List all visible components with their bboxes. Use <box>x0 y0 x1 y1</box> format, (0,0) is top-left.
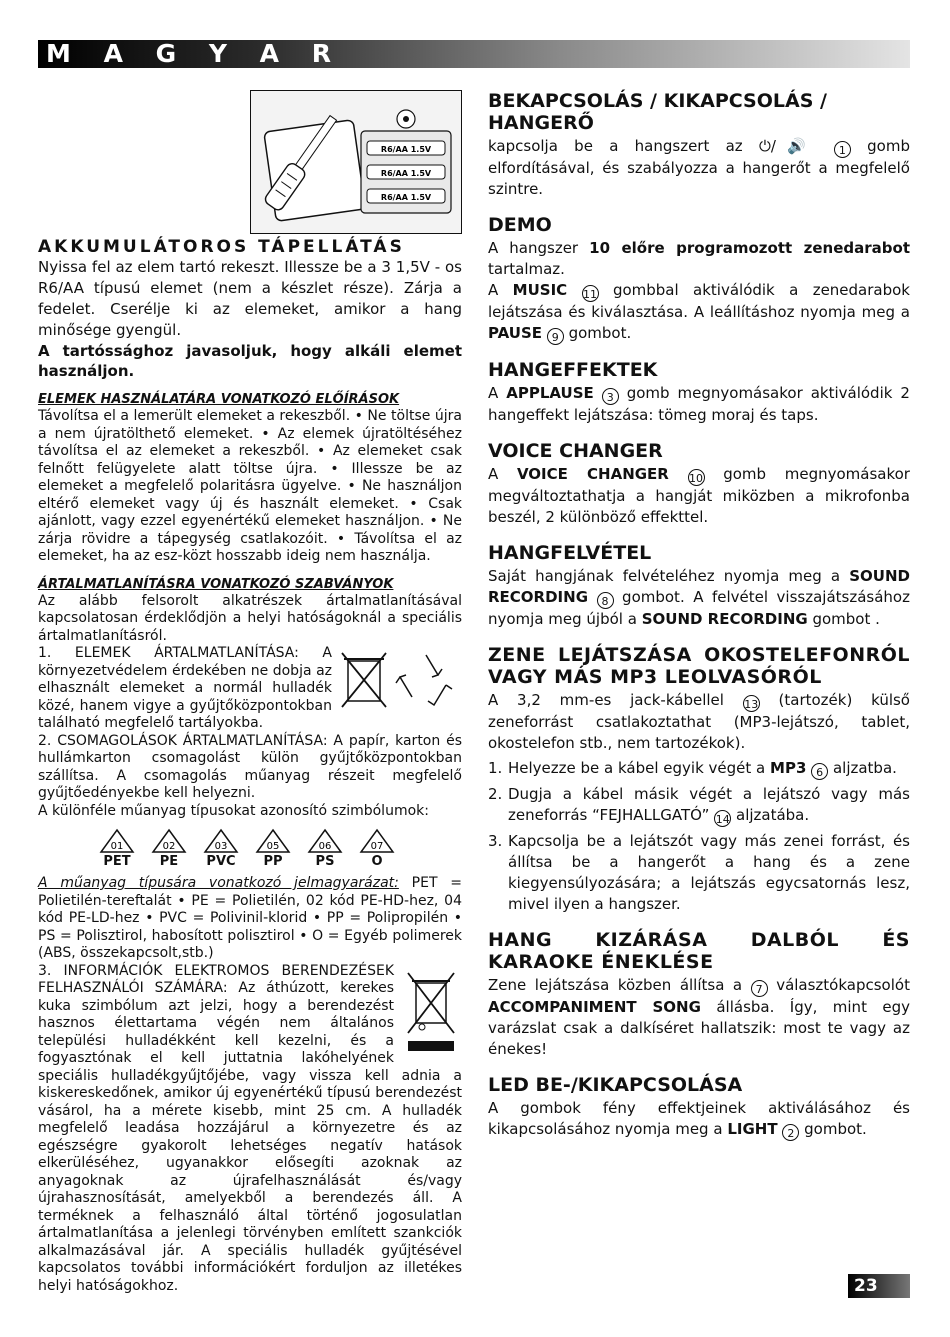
battery-label-1: R6/AA 1.5V <box>380 145 432 154</box>
packaging-disposal: 2. CSOMAGOLÁSOK ÁRTALMATLANÍTÁSA: A papír, karton és hullámkarton csomagolást külön gyűjtőközpontokban szállítsa. A csomagolás műanyag részeit megfelelő gyűjtőedényekbe kell helyezni. <box>38 732 462 801</box>
page-number: 23 <box>854 1276 878 1296</box>
list-item <box>488 758 910 780</box>
recording-section-title: HANGFELVÉTEL <box>488 542 652 564</box>
crossed-bin-icon <box>342 653 386 707</box>
battery-section-title: AKKUMULÁTOROS TÁPELLÁTÁS <box>38 237 405 257</box>
plastic-code: 03 <box>214 841 228 852</box>
led-text-a: A gombok fény effektjeinek aktiválásához és kikapcsolásához nyomja meg a <box>488 1099 910 1138</box>
battery-label-2: R6/AA 1.5V <box>380 169 432 178</box>
recycle-icon <box>396 655 452 705</box>
banner-title: M A G Y A R <box>46 39 343 68</box>
disposal-symbols <box>338 647 462 719</box>
plastic-symbol-row <box>98 828 462 869</box>
karaoke-text-a: Zene lejátszása közben állítsa a <box>488 976 743 994</box>
button-number: 11 <box>582 285 599 302</box>
plastic-symbol <box>254 828 292 869</box>
plastic-symbol <box>358 828 396 869</box>
demo-bold: 10 előre programozott zenedarabot <box>589 239 910 257</box>
button-number: 13 <box>743 695 760 712</box>
step-number: 2. <box>488 785 503 803</box>
plastic-name: PVC <box>206 854 236 869</box>
plastic-name: PE <box>159 854 179 869</box>
disposal-intro: Az alább felsorolt alkatrészek ártalmatlanításával kapcsolatosan érdeklődjön a helyi hatóságoknál a speciális ártalmatlanításról. <box>38 592 462 644</box>
weee-symbol <box>400 969 462 1059</box>
effects-text <box>488 383 910 426</box>
rec-text-a: Saját hangjának felvételéhez nyomja meg a <box>488 567 841 585</box>
mp3-text-b: (tartozék) külső zeneforrást csatlakoztathat (MP3-lejátszó, tablet, okostelefon stb., nem tartozékok). <box>488 691 910 752</box>
plastic-code: 07 <box>370 841 384 852</box>
voice-section-title: VOICE CHANGER <box>488 440 663 462</box>
plastic-name: O <box>371 854 383 869</box>
weee-information: 3. INFORMÁCIÓK ELEKTROMOS BERENDEZÉSEK FELHASZNÁLÓI SZÁMÁRA: Az áthúzott, kerekes kuka szimbólum azt jelzi, hogy a berendezést hasznos élettartama végén nem általános települési hulladékként kell kezelni, és a fogyasztónak el kell juttatnia lakóhelyének speciális hulladékgyűjtőjébe, vagy vissza kell adnia a kiskereskedőnek, amikor új egyenértékű típusú berendezést vásárol, ha a mérete kisebb, mint 25 cm. A hulladék megfelelő leadása hozzájárul a környezetre és az egészségre gyakorolt lehetséges negatív hatások elkerüléséhez, ugyanakkor elősegíti azoknak az anyagoknak az újrafelhasználását és/vagy újrahasznosítását, amelyekből a berendezés áll. A terméknek a felhasználó által történő jogosulatlan ártalmatlanítása a jelenlegi törvényben említett szankciók alkalmazásával jár. A speciális hulladék gyűjtésével kapcsolatos további információkért forduljon az illetékes helyi hatóságokhoz. <box>38 962 462 1294</box>
effects-text-a: A <box>488 384 499 402</box>
button-number: 10 <box>688 469 705 486</box>
demo-text-c: A <box>488 281 499 299</box>
battery-instructions: Nyissa fel az elem tartó rekeszt. Illessze be a 3 1,5V - os R6/AA típusú elemet (nem a készlet része). Zárja a fedelet. Cserélje ki az elemeket, amikor a hang minősége gyengül. <box>38 258 462 339</box>
led-text <box>488 1098 910 1141</box>
led-text-b: gombot. <box>804 1120 867 1138</box>
button-number: 2 <box>782 1124 799 1141</box>
voice-changer-label: VOICE CHANGER <box>516 465 669 483</box>
mp3-steps <box>488 758 910 915</box>
voice-text-b: gomb megnyomásakor megváltoztathatja a hangját miközben a mikrofonba beszél, 2 különböző effekttel. <box>488 465 910 526</box>
battery-disposal: 1. ELEMEK ÁRTALMATLANÍTÁSA: A környezetvédelem érdekében ne dobja az elhasznált elemeket a normál hulladék közé, hanem vigye a gyűjtőközpontokban található megfelelő tartályokba. <box>38 645 332 731</box>
button-number: 9 <box>547 328 564 345</box>
demo-text-a: A hangszer <box>488 239 579 257</box>
step2-text-a: Dugja a kábel másik végét a lejátszó vagy más zeneforrás “FEJHALLGATÓ” <box>508 785 910 824</box>
list-item <box>488 831 910 915</box>
voice-text <box>488 464 910 528</box>
sound-recording-label-2: SOUND RECORDING <box>641 610 808 628</box>
pause-label: PAUSE <box>488 324 542 342</box>
mp3-section-title: ZENE LEJÁTSZÁSA OKOSTELEFONRÓL VAGY MÁS MP3 LEOLVASÓRÓL <box>488 644 910 688</box>
page-number-badge <box>848 1274 910 1298</box>
demo-text-b: tartalmaz. <box>488 260 565 278</box>
plastic-legend <box>38 875 462 963</box>
step-text <box>508 758 910 780</box>
plastic-symbol <box>98 828 136 869</box>
battery-rules-title: ELEMEK HASZNÁLATÁRA VONATKOZÓ ELŐÍRÁSOK <box>38 392 400 407</box>
disposal-title: ÁRTALMATLANÍTÁSRA VONATKOZÓ SZABVÁNYOK <box>38 576 394 592</box>
demo-music-text <box>488 280 910 345</box>
language-banner <box>38 40 910 68</box>
power-text <box>488 136 910 200</box>
plastic-code: 02 <box>162 841 176 852</box>
accompaniment-label: ACCOMPANIMENT SONG <box>488 998 701 1016</box>
effects-text-b: gomb megnyomásakor aktiválódik 2 hangeffekt lejátszása: tömeg moraj és taps. <box>488 384 910 424</box>
plastic-name: PS <box>315 854 335 869</box>
button-number: 8 <box>597 592 614 609</box>
plastic-code: 01 <box>110 841 124 852</box>
rec-text-c: gombot . <box>812 610 880 628</box>
step2-text-b: aljzatába. <box>736 806 810 824</box>
music-label: MUSIC <box>512 281 568 299</box>
karaoke-text-c: állásba. Így, mint egy varázslat csak a dalkíséret hallatszik: most te vagy az énekes! <box>488 998 910 1058</box>
applause-label: APPLAUSE <box>506 384 594 402</box>
plastic-name: PP <box>263 854 283 869</box>
led-section-title: LED BE-/KIKAPCSOLÁSA <box>488 1074 743 1096</box>
plastic-symbols-intro: A különféle műanyag típusokat azonosító szimbólumok: <box>38 802 429 819</box>
recording-text <box>488 566 910 630</box>
demo-text-e: gombot. <box>568 324 632 342</box>
step-text <box>508 784 910 827</box>
effects-section-title: HANGEFFEKTEK <box>488 359 658 381</box>
voice-text-a: A <box>488 465 499 483</box>
karaoke-text <box>488 975 910 1060</box>
plastic-symbol <box>306 828 344 869</box>
power-text-a: kapcsolja be a hangszert az <box>488 137 743 155</box>
demo-section-title: DEMO <box>488 214 552 236</box>
demo-text <box>488 238 910 280</box>
power-section-title: BEKAPCSOLÁS / KIKAPCSOLÁS / HANGERŐ <box>488 90 827 134</box>
button-number: 6 <box>811 763 828 780</box>
plastic-legend-lead: A műanyag típusára vonatkozó jelmagyarázat: <box>38 875 399 891</box>
battery-rules-text: Távolítsa el a lemerült elemeket a rekeszből. • Ne töltse újra a nem újratölthető elemeket. • Az elemek újratöltéséhez távolítsa el az elemeket a rekeszből. • Az elemeket csak felnőtt felügyelete alatt töltse újra. • Illessze be az elemeket a megfelelő polaritásra ügyelve. • Ne használjon eltérő elemeket vagy új és használt elemeket. • Csak ajánlott, vagy ezzel egyenértékű elemeket használjon. • Ne zárja rövidre a tápegység csatlakozóit. • Távolítsa el az elemeket, ha az esz-közt hosszabb ideig nem használja. <box>38 408 462 564</box>
mp3-jack-label: MP3 <box>770 759 807 777</box>
battery-alkaline-tip: A tartóssághoz javasoljuk, hogy alkáli elemet használjon. <box>38 342 462 380</box>
crossed-wheelie-bin-icon <box>408 973 454 1033</box>
mp3-intro <box>488 690 910 754</box>
plastic-symbol <box>150 828 188 869</box>
left-column <box>38 90 462 1295</box>
step-text: Kapcsolja be a lejátszót vagy más zenei forrást, és állítsa be a hangerőt a hang és a zene kiegyensúlyozására; a lejátszás egycsatornás lesz, mivel ilyen a hangszer. <box>508 832 910 913</box>
plastic-code: 06 <box>318 841 332 852</box>
plastic-code: 05 <box>266 841 280 852</box>
demo-text-d: gombbal aktiválódik a zenedarabok lejátszása és kiválasztása. A leállításhoz nyomja meg a <box>488 281 910 321</box>
karaoke-text-b: választókapcsolót <box>776 976 910 994</box>
rec-text-b: gombot. A felvétel visszajátszásához nyomja meg újból a <box>488 588 910 628</box>
karaoke-section-title: HANG KIZÁRÁSA DALBÓL ÉS KARAOKE ÉNEKLÉSE <box>488 929 910 973</box>
plastic-name: PET <box>103 854 131 869</box>
step1-text-b: aljzatba. <box>832 759 897 777</box>
plastic-legend-text: PET = Polietilén-tereftalát • PE = Polietilén, 02 kód PE-HD-hez, 04 kód PE-LD-hez • PVC = Polivinil-klorid • PP = Polipropilén • PS = Polisztirol, habosított polisztirol • O = Egyéb polimerek (ABS, összekapcsolt,stb.) <box>38 875 462 961</box>
battery-label-3: R6/AA 1.5V <box>380 193 432 202</box>
power-volume-icon: ⏻/🔊 <box>758 137 818 155</box>
list-item <box>488 784 910 827</box>
step-number: 3. <box>488 832 503 850</box>
right-column <box>488 90 910 1141</box>
button-number: 3 <box>602 388 619 405</box>
sound-recording-label: SOUND RECORDING <box>488 567 910 606</box>
plastic-symbol <box>202 828 240 869</box>
button-number: 1 <box>834 141 851 158</box>
step1-text-a: Helyezze be a kábel egyik végét a <box>508 759 766 777</box>
button-number: 14 <box>714 810 731 827</box>
power-text-b: gomb elfordításával, és szabályozza a hangerőt a megfelelő szintre. <box>488 137 910 198</box>
light-label: LIGHT <box>727 1120 778 1138</box>
battery-compartment-illustration <box>250 90 462 234</box>
step-number: 1. <box>488 759 503 777</box>
mp3-text-a: A 3,2 mm-es jack-kábellel <box>488 691 724 709</box>
button-number: 7 <box>751 980 768 997</box>
